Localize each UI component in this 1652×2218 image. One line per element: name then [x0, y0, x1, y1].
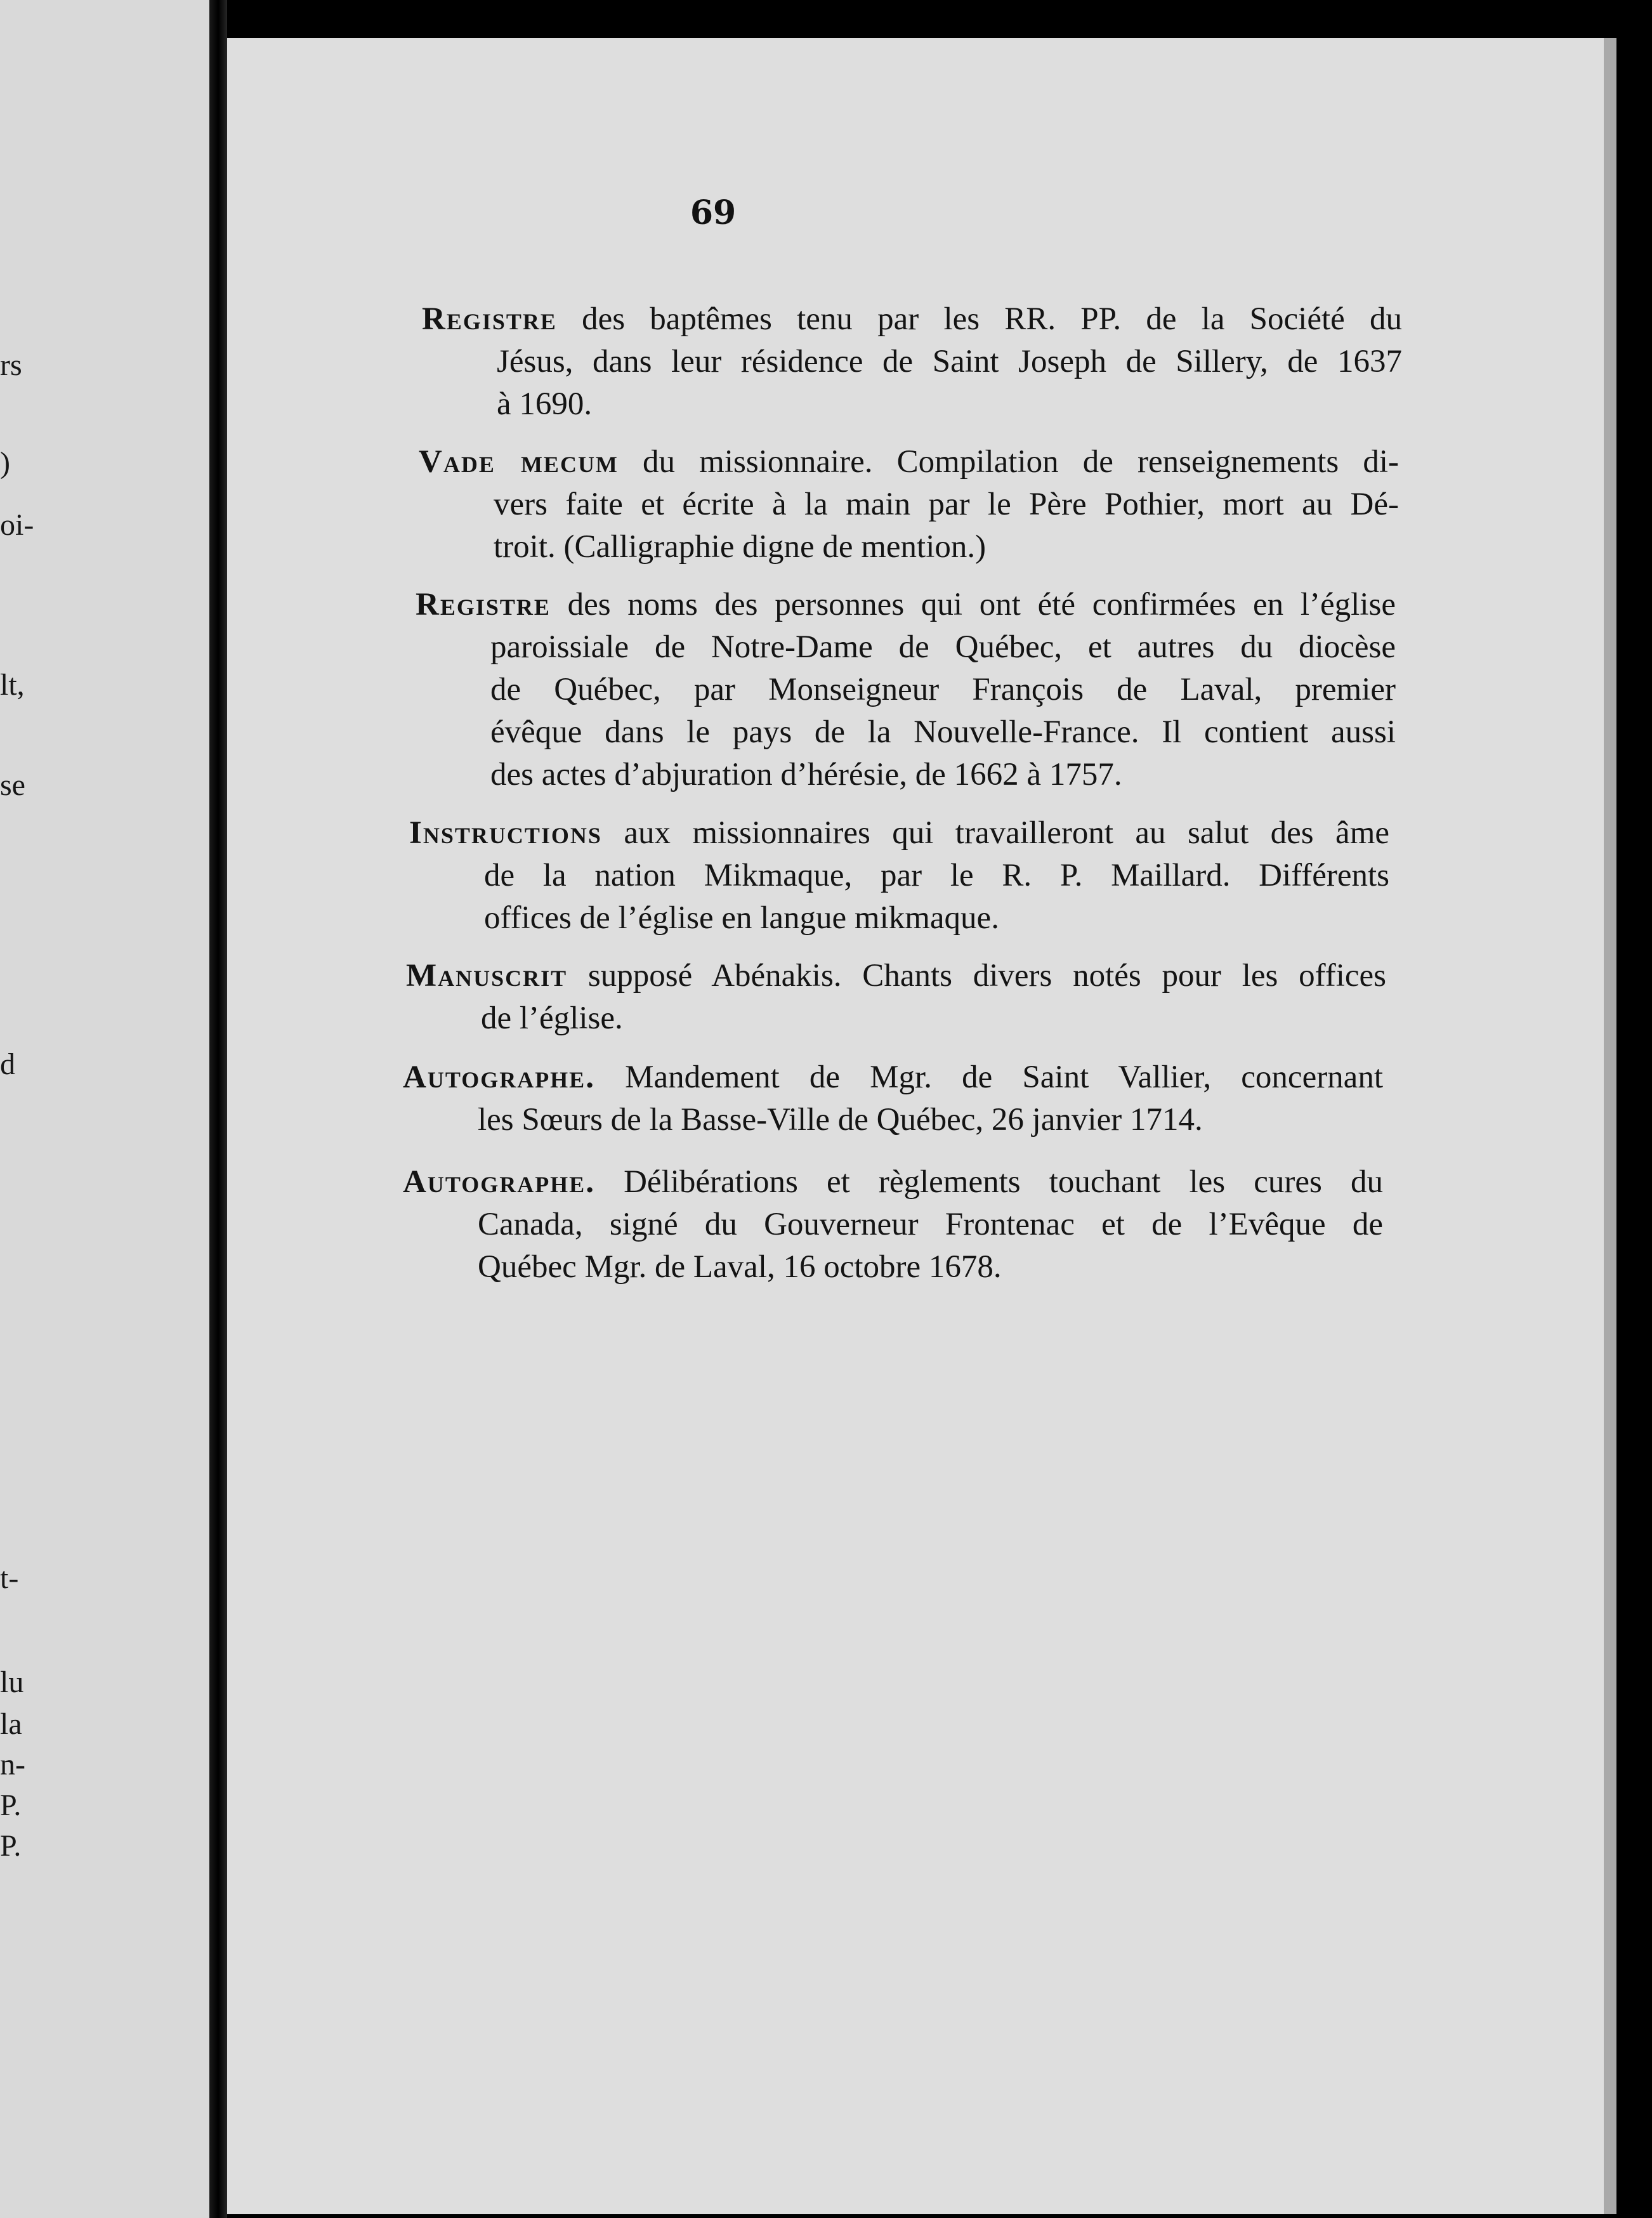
catalog-entry — [409, 812, 1389, 940]
left-page-fragment: se — [0, 768, 25, 802]
entry-keyword: Autographe. — [403, 1164, 595, 1200]
left-page-fragment: n- — [0, 1748, 25, 1782]
entry-line: offices de l’église en langue mikmaque. — [484, 900, 999, 936]
page-edge — [1604, 38, 1616, 2214]
entry-line: Canada, signé du Gouverneur Frontenac et de l’Evêque de — [478, 1207, 1383, 1242]
catalog-entry — [419, 441, 1399, 568]
catalog-entry — [422, 298, 1402, 426]
entry-line: à 1690. — [497, 386, 593, 422]
entry-line: Autographe. Mandement de Mgr. de Saint Vallier, concernant — [403, 1060, 1383, 1095]
left-page-fragment: la — [0, 1707, 22, 1741]
entry-keyword: Autographe. — [403, 1060, 595, 1095]
catalog-entry — [416, 584, 1396, 796]
entry-line: troit. (Calligraphie digne de mention.) — [494, 529, 987, 565]
entry-keyword: Vade mecum — [419, 444, 619, 480]
left-page-fragment: P. — [0, 1829, 22, 1863]
catalog-entry — [406, 955, 1386, 1040]
entry-line: de Québec, par Monseigneur François de Laval, premier — [490, 672, 1396, 707]
entry-line: des actes d’abjuration d’hérésie, de 1662 à 1757. — [490, 757, 1122, 792]
left-page-fragment: d — [0, 1047, 15, 1081]
left-page-fragment: rs — [0, 348, 22, 382]
page-number: 69 — [690, 194, 737, 232]
entry-keyword: Instructions — [409, 815, 602, 851]
entry-line: Manuscrit supposé Abénakis. Chants divers notés pour les offices — [406, 958, 1386, 994]
entry-line: Instructions aux missionnaires qui travailleront au salut des âme — [409, 815, 1389, 851]
entry-line: les Sœurs de la Basse-Ville de Québec, 26 janvier 1714. — [478, 1102, 1203, 1138]
left-page-edge — [0, 0, 209, 2218]
entry-keyword: Manuscrit — [406, 958, 568, 994]
entry-line: de la nation Mikmaque, par le R. P. Maillard. Différents — [484, 858, 1389, 893]
entry-line: Registre des baptêmes tenu par les RR. PP. de la Société du — [422, 301, 1402, 337]
catalog-entry — [403, 1056, 1383, 1141]
entry-line: vers faite et écrite à la main par le Père Pothier, mort au Dé- — [494, 487, 1399, 522]
entry-line: Registre des noms des personnes qui ont été confirmées en l’église — [416, 587, 1396, 622]
entry-line: de l’église. — [481, 1001, 623, 1036]
entry-keyword: Registre — [416, 587, 551, 622]
left-page-fragment: P. — [0, 1788, 22, 1822]
catalog-entry — [403, 1161, 1383, 1289]
entry-line: Jésus, dans leur résidence de Saint Joseph de Sillery, de 1637 — [497, 344, 1402, 379]
entry-line: Vade mecum du missionnaire. Compilation de renseignements di- — [419, 444, 1399, 480]
left-page-fragment: lu — [0, 1665, 24, 1699]
left-page-fragment: lt, — [0, 668, 25, 702]
book-gutter — [209, 0, 227, 2218]
entry-line: Québec Mgr. de Laval, 16 octobre 1678. — [478, 1249, 1002, 1285]
left-page-fragment: ) — [0, 446, 10, 480]
entry-line: Autographe. Délibérations et règlements touchant les cures du — [403, 1164, 1383, 1200]
left-page-fragment: t- — [0, 1561, 19, 1595]
entry-line: évêque dans le pays de la Nouvelle-France. Il contient aussi — [490, 714, 1396, 750]
entry-keyword: Registre — [422, 301, 557, 337]
left-page-fragment: oi- — [0, 508, 34, 542]
entry-line: paroissiale de Notre-Dame de Québec, et autres du diocèse — [490, 629, 1396, 665]
